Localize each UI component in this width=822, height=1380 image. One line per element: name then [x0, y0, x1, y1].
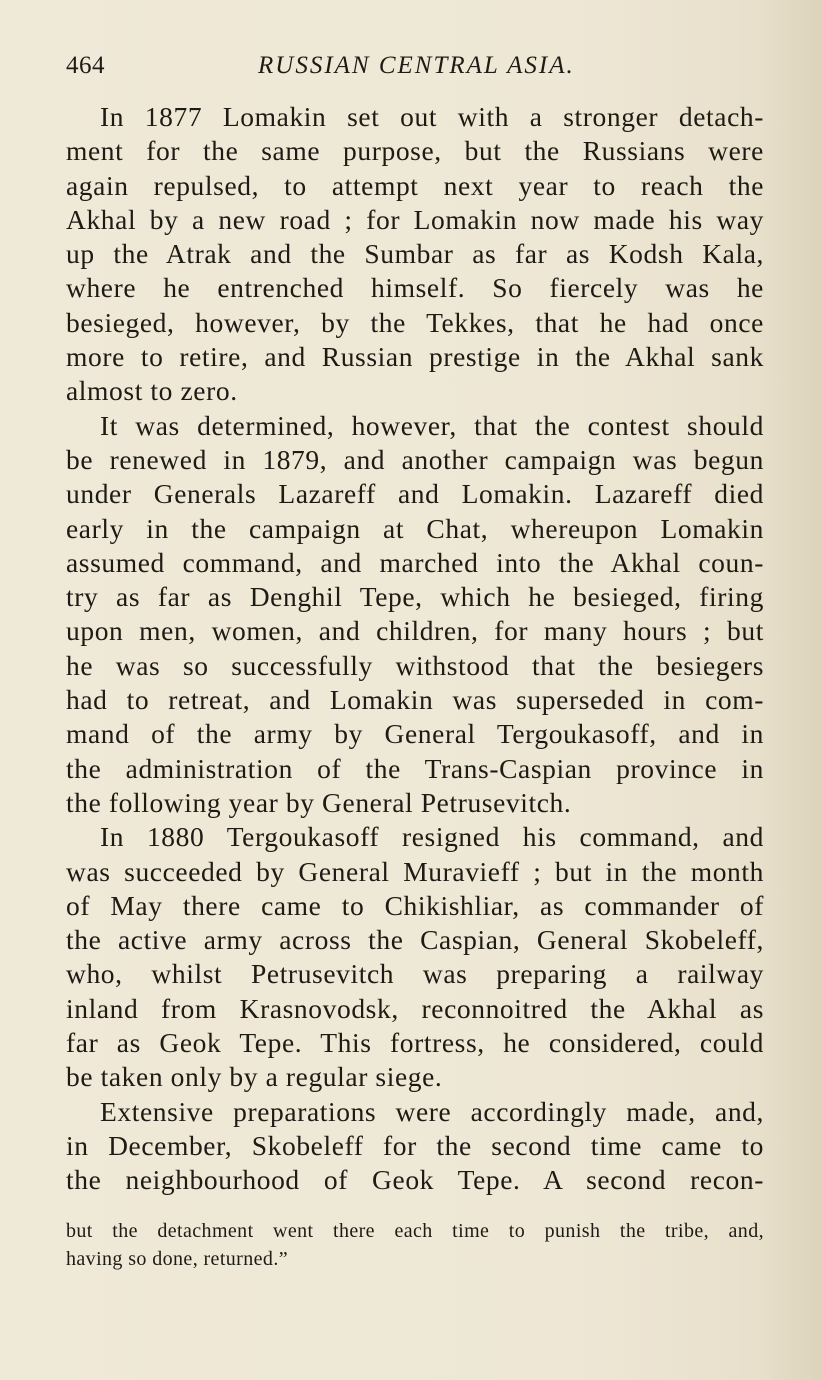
running-header — [66, 52, 766, 88]
text-line: had to retreat, and Lomakin was superseded in com- — [66, 684, 764, 716]
text-line: who, whilst Petrusevitch was preparing a railway — [66, 958, 764, 990]
paragraph-1 — [66, 100, 764, 409]
paragraph-4 — [66, 1095, 764, 1198]
text-line: be renewed in 1879, and another campaign was begun — [66, 443, 764, 475]
text-line: was succeeded by General Muravieff ; but in the month — [66, 855, 764, 887]
footnote — [66, 1217, 764, 1273]
text-line: besieged, however, by the Tekkes, that he had once — [66, 306, 764, 338]
text-line: It was determined, however, that the contest should — [100, 409, 764, 441]
text-line: more to retire, and Russian prestige in the Akhal sank — [66, 341, 764, 373]
text-line: try as far as Denghil Tepe, which he besieged, firing — [66, 581, 764, 613]
text-line: be taken only by a regular siege. — [66, 1061, 443, 1093]
text-line: mand of the army by General Tergoukasoff, and in — [66, 718, 764, 750]
running-title: RUSSIAN CENTRAL ASIA. — [258, 52, 575, 79]
text-line: in December, Skobeleff for the second time came to — [66, 1129, 764, 1161]
text-line: under Generals Lazareff and Lomakin. Lazareff died — [66, 478, 764, 510]
page-number: 464 — [66, 52, 105, 79]
footnote-line: but the detachment went there each time to punish the tribe, and, — [66, 1220, 764, 1242]
text-line: the following year by General Petrusevitch. — [66, 786, 572, 818]
text-line: ment for the same purpose, but the Russians were — [66, 135, 764, 167]
text-line: far as Geok Tepe. This fortress, he considered, could — [66, 1027, 764, 1059]
text-line: the active army across the Caspian, General Skobeleff, — [66, 924, 764, 956]
paragraph-2 — [66, 409, 764, 821]
footnote-line: having so done, returned.” — [66, 1248, 289, 1270]
text-line: up the Atrak and the Sumbar as far as Kodsh Kala, — [66, 238, 764, 270]
text-line: where he entrenched himself. So fiercely was he — [66, 272, 764, 304]
text-line: assumed command, and marched into the Akhal coun- — [66, 546, 764, 578]
text-line: Extensive preparations were accordingly made, and, — [100, 1095, 764, 1127]
text-line: In 1877 Lomakin set out with a stronger detach- — [100, 101, 764, 132]
text-line: again repulsed, to attempt next year to reach the — [66, 169, 764, 201]
text-line: of May there came to Chikishliar, as commander of — [66, 889, 764, 921]
paragraph-3 — [66, 820, 764, 1094]
text-line: he was so successfully withstood that the besiegers — [66, 649, 764, 681]
text-line: almost to zero. — [66, 375, 238, 407]
text-line: early in the campaign at Chat, whereupon Lomakin — [66, 512, 764, 544]
text-line: upon men, women, and children, for many hours ; but — [66, 615, 764, 647]
text-line: the administration of the Trans-Caspian province in — [66, 752, 764, 784]
text-line: inland from Krasnovodsk, reconnoitred the Akhal as — [66, 992, 764, 1024]
text-line: Akhal by a new road ; for Lomakin now made his way — [66, 203, 764, 235]
text-line: the neighbourhood of Geok Tepe. A second recon- — [66, 1164, 764, 1196]
text-line: In 1880 Tergoukasoff resigned his command, and — [100, 821, 764, 853]
main-text — [66, 100, 764, 1198]
